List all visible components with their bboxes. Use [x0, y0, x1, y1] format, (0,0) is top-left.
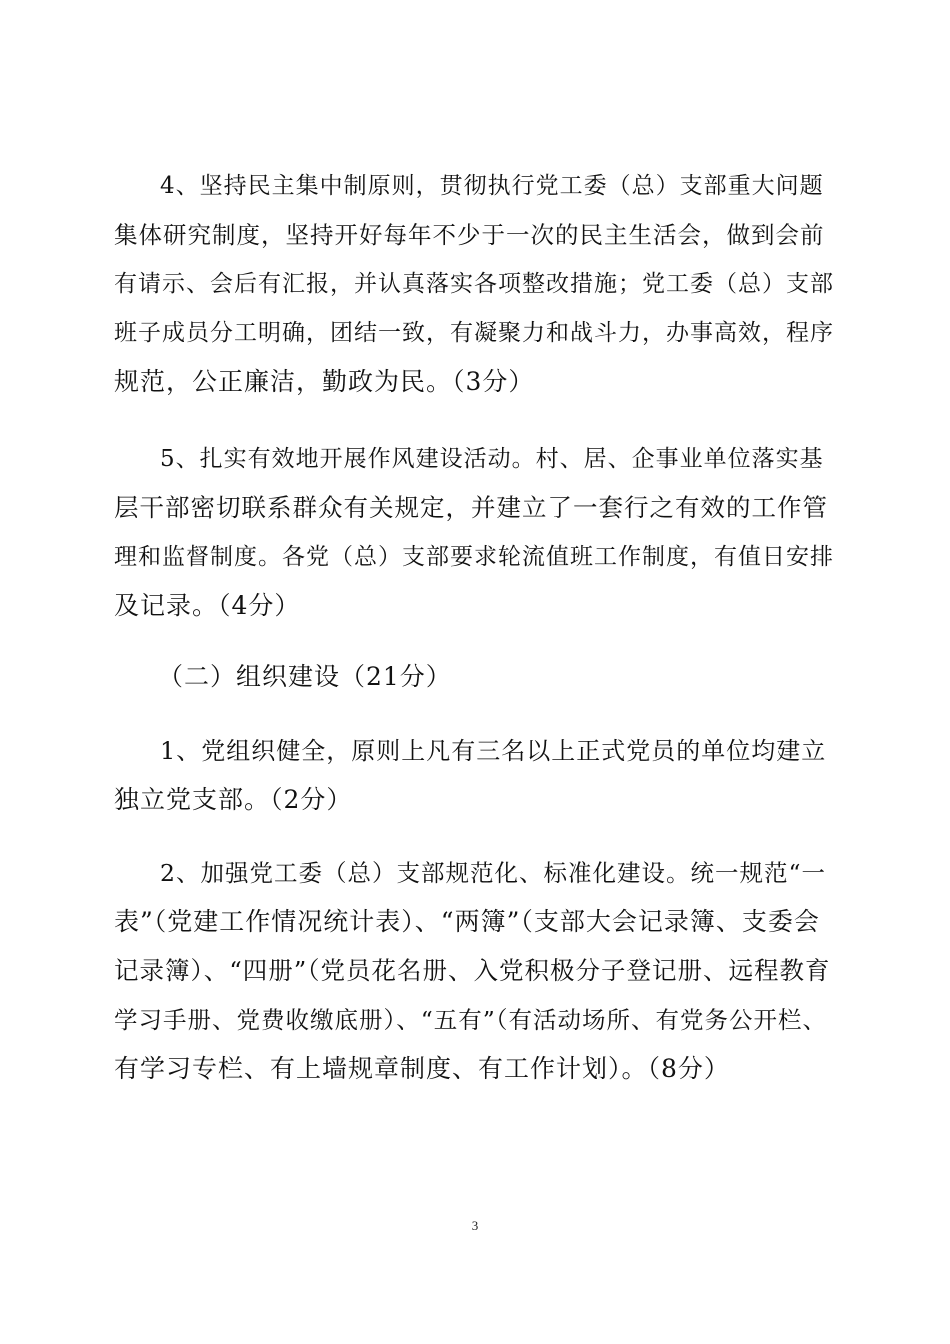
text-line: 理和监督制度。各党（总）支部要求轮流值班工作制度，有值日安排	[114, 544, 834, 570]
text-line: 有学习专栏、有上墙规章制度、有工作计划）。（8分）	[114, 1054, 730, 1083]
text-line: 学习手册、党费收缴底册）、“五有”（有活动场所、有党务公开栏、	[114, 1006, 828, 1034]
text-line: 5、扎实有效地开展作风建设活动。村、居、企事业单位落实基	[160, 446, 824, 472]
text-line: 表”（党建工作情况统计表）、“两簿”（支部大会记录簿、支委会	[114, 907, 820, 936]
text-line: 层干部密切联系群众有关规定，并建立了一套行之有效的工作管	[114, 493, 828, 522]
text-line: 及记录。（4分）	[114, 591, 301, 620]
text-line: 4、坚持民主集中制原则，贯彻执行党工委（总）支部重大问题	[160, 173, 824, 199]
text-line: 规范，公正廉洁，勤政为民。（3分）	[114, 367, 535, 396]
text-line: 独立党支部。（2分）	[114, 785, 353, 814]
text-line: 1、党组织健全，原则上凡有三名以上正式党员的单位均建立	[160, 737, 827, 765]
page-number: 3	[471, 1218, 479, 1233]
text-line: 2、加强党工委（总）支部规范化、标准化建设。统一规范“一	[160, 859, 826, 887]
section-heading-text: （二）组织建设（21分）	[158, 662, 452, 691]
text-line: 有请示、会后有汇报，并认真落实各项整改措施；党工委（总）支部	[114, 271, 834, 297]
text-line: 班子成员分工明确，团结一致，有凝聚力和战斗力，办事高效，程序	[114, 320, 834, 346]
text-line: 集体研究制度，坚持开好每年不少于一次的民主生活会，做到会前	[114, 221, 825, 249]
text-line: 记录簿）、“四册”（党员花名册、入党积极分子登记册、远程教育	[114, 956, 831, 985]
